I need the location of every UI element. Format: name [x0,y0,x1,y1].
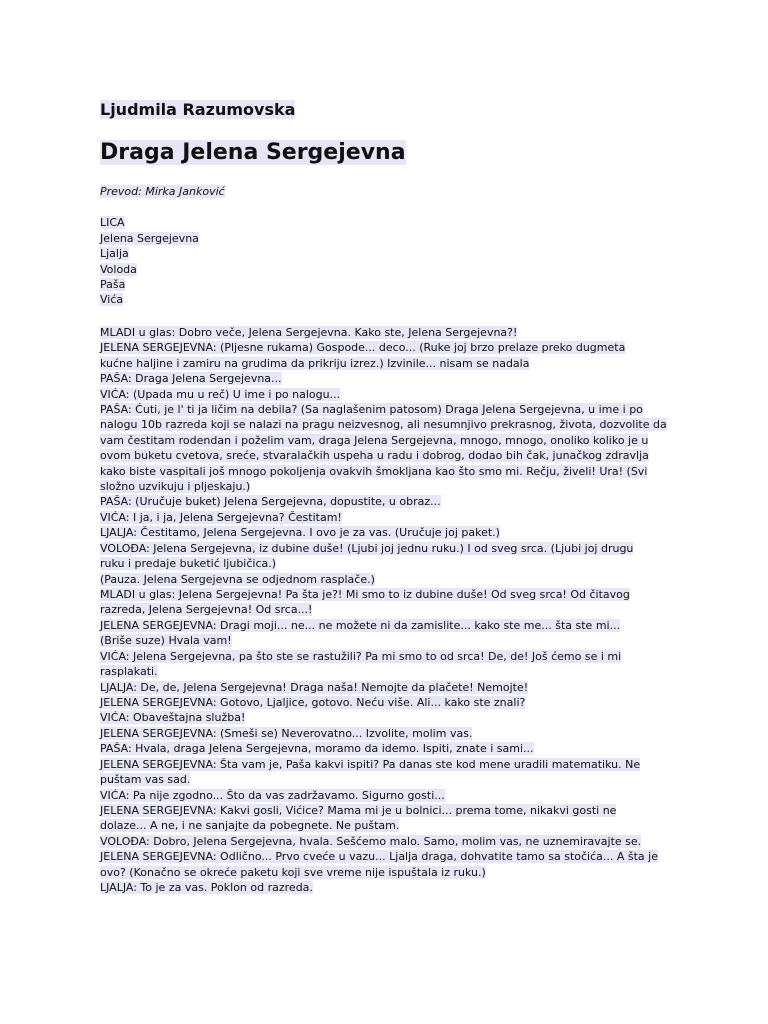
dialogue-line [100,803,680,818]
dialogue-line [100,664,680,679]
dialogue-line [100,602,680,617]
dialogue-line [100,510,680,525]
dialogue-text: VIĆA: I ja, i ja, Jelena Sergejevna? Čestitam! [100,510,342,524]
dialogue-line [100,865,680,880]
dialogue-text: (Briše suze) Hvala vam! [100,634,232,648]
dialogue-line [100,818,680,833]
dialogue-line [100,433,680,448]
dialogue-line [100,525,680,540]
dialogue-text: dolaze... A ne, i ne sanjajte da pobegnete. Ne puštam. [100,819,400,833]
dialogue-text: rasplakati. [100,665,158,679]
dialogue-text: LJALJA: De, de, Jelena Sergejevna! Draga naša! Nemojte da plačete! Nemojte! [100,680,529,694]
dialogue-text: MLADI u glas: Dobro veče, Jelena Sergejevna. Kako ste, Jelena Sergejevna?! [100,325,518,339]
document-page [100,100,680,895]
dialogue-line [100,356,680,371]
dialogue-line [100,494,680,509]
translator-text: Prevod: Mirka Janković [100,185,225,198]
dialogue-text: vam čestitam rodendan i poželim vam, draga Jelena Sergejevna, mnogo, mnogo, onoliko koliko je u [100,433,649,447]
translator-credit [100,184,680,199]
dialogue-line [100,556,680,571]
dialogue-text: PAŠA: Ćuti, je l' ti ja ličim na debila? (Sa naglašenim patosom) Draga Jelena Sergejevna, u ime i po [100,402,643,416]
cast-character: Vića [100,293,124,307]
dialogue-text: nalogu 10b razreda koji se nalazi na pragu neizvesnog, ali nesumnjivo prekrasnog, života, dozvolite da [100,418,667,432]
dialogue-line [100,633,680,648]
dialogue-text: JELENA SERGEJEVNA: Kakvi gosli, Vićice? Mama mi je u bolnici... prema tome, nikakvi gosti ne [100,803,617,817]
dialogue-text: (Pauza. Jelena Sergejevna se odjednom rasplače.) [100,572,375,586]
cast-character: Jelena Sergejevna [100,231,199,245]
dialogue-line [100,479,680,494]
cast-character: Voloda [100,262,137,276]
cast-character: Paša [100,278,126,292]
title-text: Draga Jelena Sergejevna [100,140,406,165]
dialogue-text: VIĆA: Obaveštajna služba! [100,711,246,725]
dialogue-line [100,772,680,787]
dialogue-line [100,618,680,633]
dialogue-text: PAŠA: (Uručuje buket) Jelena Sergejevna, dopustite, u obraz... [100,495,441,509]
dialogue-line [100,710,680,725]
dialogue-line [100,340,680,355]
dialogue-text: VOLOĐA: Jelena Sergejevna, iz dubine duše! (Ljubi joj jednu ruku.) I od sveg srca. (Ljubi joj drugu [100,541,634,555]
dialogue-block [100,325,680,896]
play-title [100,139,680,167]
dialogue-text: JELENA SERGEJEVNA: Gotovo, Ljaljice, gotovo. Neću više. Ali... kako ste znali? [100,695,526,709]
dialogue-line [100,726,680,741]
dialogue-line [100,834,680,849]
dialogue-text: kako biste vaspitali još mnogo pokoljenja ovakvih šmokljana kao što smo mi. Rečju, živeli! Ura! (Svi [100,464,648,478]
dialogue-text: JELENA SERGEJEVNA: Odlično... Prvo cveće u vazu... Ljalja draga, dohvatite tamo sa stočića... A šta je [100,850,658,864]
dialogue-line [100,371,680,386]
dialogue-line [100,587,680,602]
cast-character: Ljalja [100,247,129,261]
cast-list [100,215,680,307]
dialogue-text: razreda, Jelena Sergejevna! Od srca...! [100,603,313,617]
dialogue-line [100,325,680,340]
dialogue-line [100,741,680,756]
dialogue-text: VOLOĐA: Dobro, Jelena Sergejevna, hvala. Sešćemo malo. Samo, molim vas, ne uznemiravajte se. [100,834,642,848]
dialogue-line [100,880,680,895]
dialogue-line [100,387,680,402]
dialogue-text: JELENA SERGEJEVNA: (Pljesne rukama) Gospode... deco... (Ruke joj brzo prelaze preko dugmeta [100,341,626,355]
dialogue-line [100,464,680,479]
dialogue-text: JELENA SERGEJEVNA: (Smeši se) Neverovatno... Izvolite, molim vas. [100,726,473,740]
dialogue-text: JELENA SERGEJEVNA: Šta vam je, Paša kakvi ispiti? Pa danas ste kod mene uradili matematiku. Ne [100,757,641,771]
dialogue-text: ovo? (Konačno se okreće paketu koji sve vreme nije ispuštala iz ruku.) [100,865,486,879]
author-name [100,100,680,120]
dialogue-line [100,695,680,710]
dialogue-text: VIĆA: (Upada mu u reč) U ime i po nalogu... [100,387,341,401]
dialogue-text: složno uzvikuju i pljeskaju.) [100,480,251,494]
dialogue-line [100,680,680,695]
cast-heading: LICA [100,216,125,230]
dialogue-text: ovom buketu cvetova, sreće, stvaralačkih uspeha u radu i dobrog, dodao bih čak, junačkog zdravlja [100,449,649,463]
dialogue-line [100,788,680,803]
dialogue-text: MLADI u glas: Jelena Sergejevna! Pa šta je?! Mi smo to iz dubine duše! Od sveg srca! Od čitavog [100,588,630,602]
dialogue-text: JELENA SERGEJEVNA: Dragi moji... ne... ne možete ni da zamislite... kako ste me... šta ste mi... [100,618,621,632]
dialogue-text: PAŠA: Hvala, draga Jelena Sergejevna, moramo da idemo. Ispiti, znate i sami... [100,742,534,756]
dialogue-line [100,402,680,417]
author-text: Ljudmila Razumovska [100,100,296,119]
dialogue-line [100,417,680,432]
dialogue-text: LJALJA: Čestitamo, Jelena Sergejevna. I ovo je za vas. (Uručuje joj paket.) [100,526,500,540]
dialogue-text: kućne haljine i zamiru na grudima da prikriju izrez.) Izvinile... nisam se nadala [100,356,530,370]
dialogue-line [100,448,680,463]
dialogue-text: PAŠA: Draga Jelena Sergejevna... [100,372,282,386]
dialogue-line [100,649,680,664]
dialogue-text: VIĆA: Pa nije zgodno... Što da vas zadržavamo. Sigurno gosti... [100,788,445,802]
dialogue-text: puštam vas sad. [100,773,191,787]
dialogue-line [100,757,680,772]
dialogue-text: ruku i predaje buketić ljubičica.) [100,557,277,571]
dialogue-line [100,849,680,864]
dialogue-line [100,541,680,556]
dialogue-line [100,572,680,587]
dialogue-text: VIĆA: Jelena Sergejevna, pa što ste se rastužili? Pa mi smo to od srca! De, de! Još ćemo se i mi [100,649,622,663]
dialogue-text: LJALJA: To je za vas. Poklon od razreda. [100,881,313,895]
